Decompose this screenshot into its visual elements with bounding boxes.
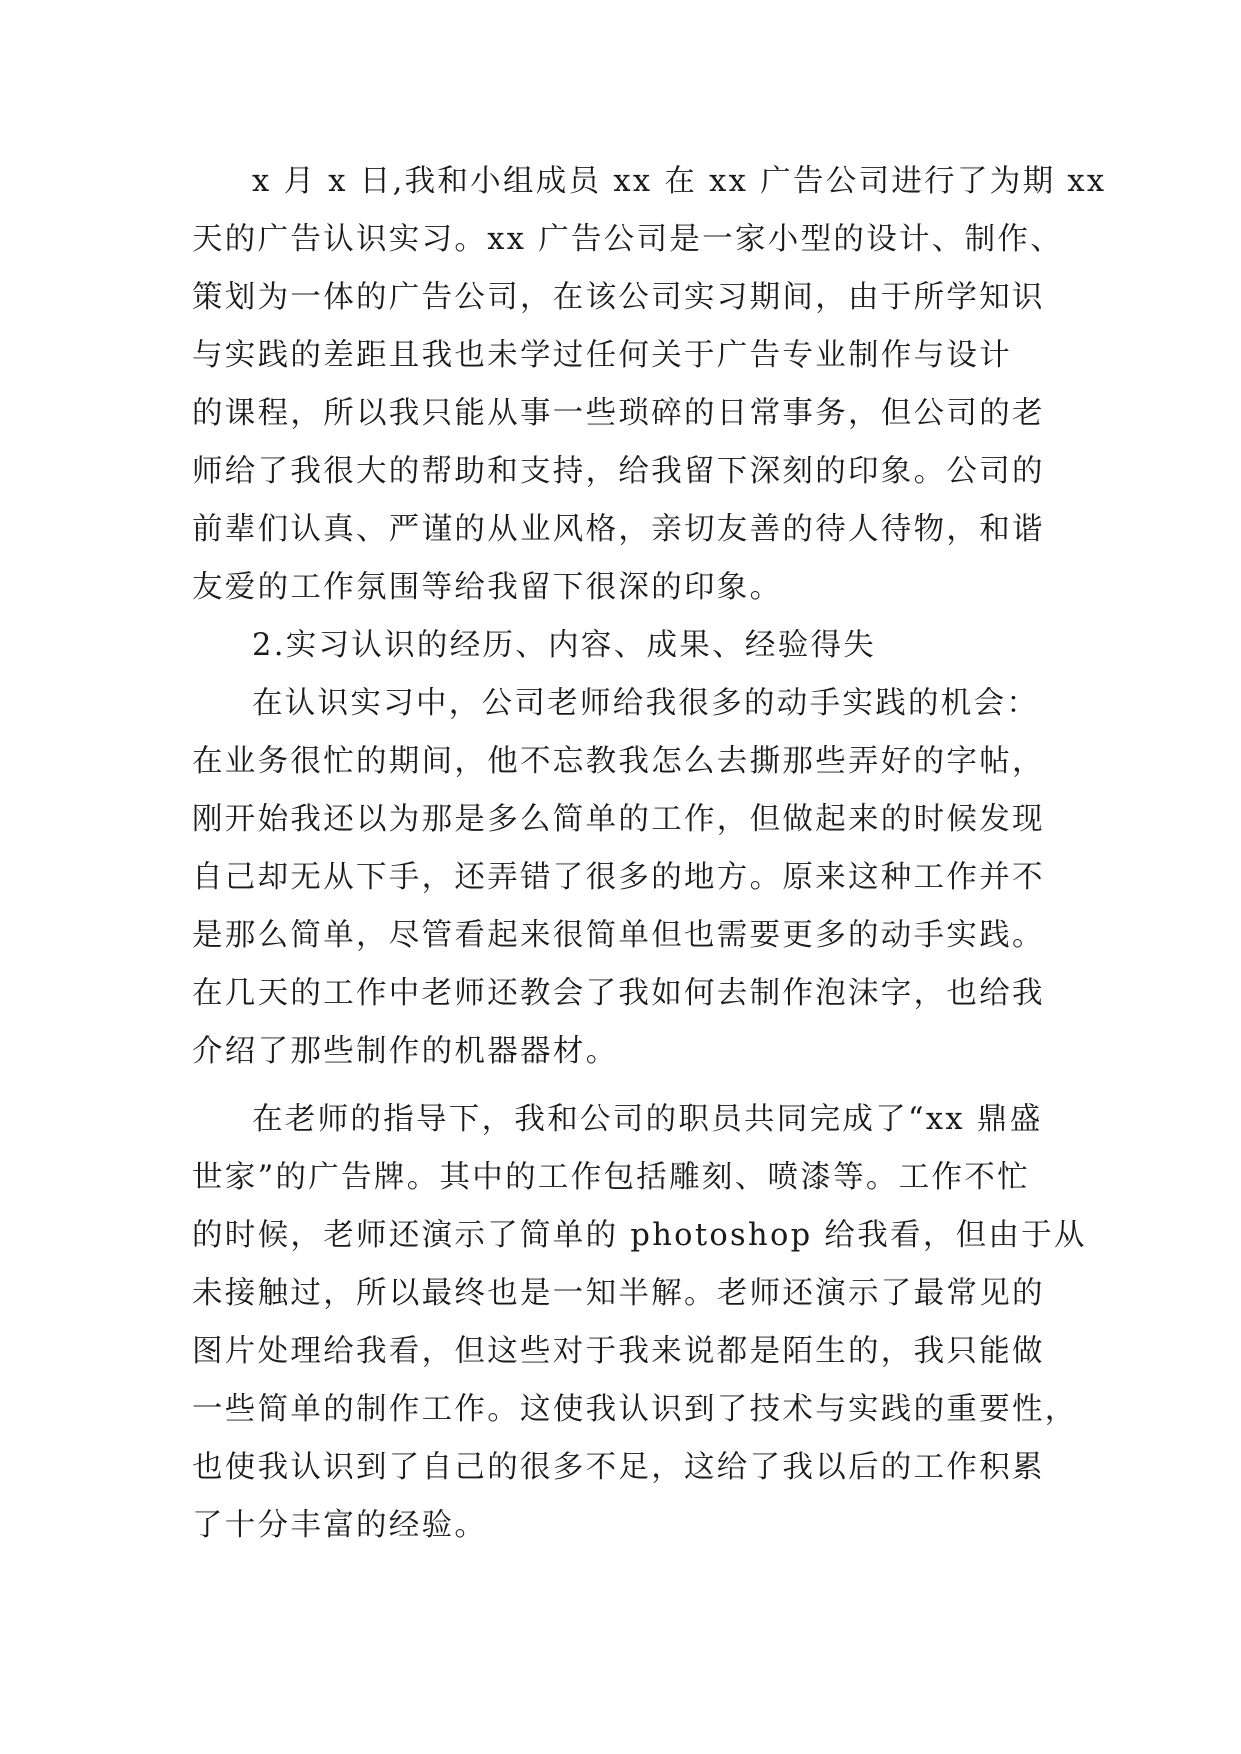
text-line: 世家”的广告牌。其中的工作包括雕刻、喷漆等。工作不忙 <box>192 1160 1030 1195</box>
text-line: 在业务很忙的期间，他不忘教我怎么去撕那些弄好的字帖， <box>192 744 1045 779</box>
text-line: 了十分丰富的经验。 <box>192 1508 488 1543</box>
text-line: 刚开始我还以为那是多么简单的工作，但做起来的时候发现 <box>192 802 1045 837</box>
text-line: 的课程，所以我只能从事一些琐碎的日常事务，但公司的老 <box>192 396 1045 431</box>
text-line: 友爱的工作氛围等给我留下很深的印象。 <box>192 570 783 605</box>
text-line: 也使我认识到了自己的很多不足，这给了我以后的工作积累 <box>192 1450 1045 1485</box>
text-line: 与实践的差距且我也未学过任何关于广告专业制作与设计 <box>192 338 1012 373</box>
text-line: 在老师的指导下，我和公司的职员共同完成了“xx 鼎盛 <box>252 1102 1043 1137</box>
text-line: 图片处理给我看，但这些对于我来说都是陌生的，我只能做 <box>192 1334 1045 1369</box>
section-heading: 2.实习认识的经历、内容、成果、经验得失 <box>252 628 877 663</box>
text-line: 未接触过，所以最终也是一知半解。老师还演示了最常见的 <box>192 1276 1045 1311</box>
text-line: 在认识实习中，公司老师给我很多的动手实践的机会： <box>252 686 1040 721</box>
text-line: 介绍了那些制作的机器器材。 <box>192 1034 619 1069</box>
text-line: 前辈们认真、严谨的从业风格，亲切友善的待人待物，和谐 <box>192 512 1045 547</box>
text-line: x 月 x 日,我和小组成员 xx 在 xx 广告公司进行了为期 xx <box>252 164 1107 199</box>
text-line: 的时候，老师还演示了简单的 photoshop 给我看，但由于从 <box>192 1218 1087 1253</box>
text-line: 自己却无从下手，还弄错了很多的地方。原来这种工作并不 <box>192 860 1045 895</box>
text-line: 一些简单的制作工作。这使我认识到了技术与实践的重要性， <box>192 1392 1078 1427</box>
text-line: 师给了我很大的帮助和支持，给我留下深刻的印象。公司的 <box>192 454 1045 489</box>
text-line: 天的广告认识实习。xx 广告公司是一家小型的设计、制作、 <box>192 222 1063 257</box>
text-line: 是那么简单，尽管看起来很简单但也需要更多的动手实践。 <box>192 918 1045 953</box>
text-line: 在几天的工作中老师还教会了我如何去制作泡沫字，也给我 <box>192 976 1045 1011</box>
text-line: 策划为一体的广告公司，在该公司实习期间，由于所学知识 <box>192 280 1045 315</box>
